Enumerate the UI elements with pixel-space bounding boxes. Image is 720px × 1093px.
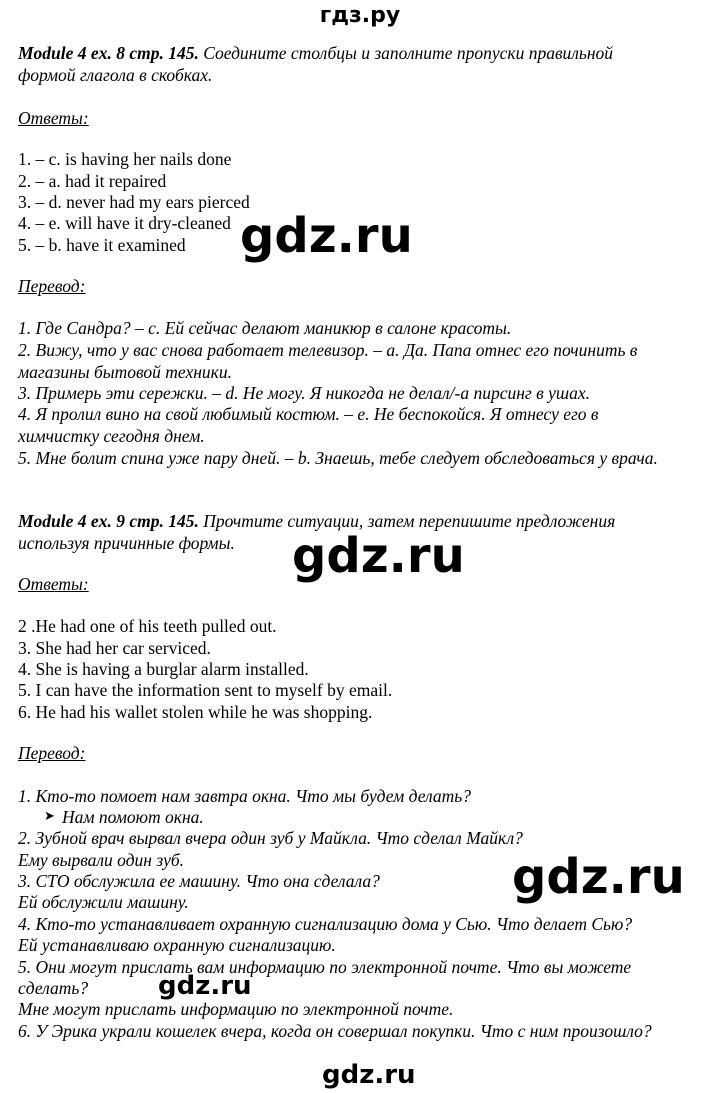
module8-heading-line1 xyxy=(18,42,613,64)
module9-answers-label: Ответы: xyxy=(18,574,89,594)
module9-translation-label: Перевод: xyxy=(18,743,86,763)
module9-translation-line: 2. Зубной врач вырвал вчера один зуб у Майкла. Что сделал Майкл? xyxy=(18,828,523,848)
module9-translation-line: Мне могут прислать информацию по электронной почте. xyxy=(18,999,454,1019)
module9-translation-line: 1. Кто-то помоет нам завтра окна. Что мы будем делать? xyxy=(18,786,471,806)
site-header: гдз.ру xyxy=(319,3,401,28)
watermark: gdz.ru xyxy=(322,1060,416,1090)
module9-task-line2: используя причинные формы. xyxy=(18,533,235,553)
module8-translation-label: Перевод: xyxy=(18,276,86,296)
module9-answer: 4. She is having a burglar alarm installed. xyxy=(18,659,309,679)
module9-translation-line: Ему вырвали один зуб. xyxy=(18,850,185,870)
watermark: gdz.ru xyxy=(240,208,413,264)
module8-task-line2: формой глагола в скобках. xyxy=(18,65,213,85)
module9-translation-line: Ей обслужили машину. xyxy=(18,892,189,912)
module9-translation-line: 6. У Эрика украли кошелек вчера, когда он совершал покупки. Что с ним произошло? xyxy=(18,1021,652,1041)
module9-translation-line: 3. СТО обслужила ее машину. Что она сделала? xyxy=(18,871,380,891)
module9-answer: 6. He had his wallet stolen while he was shopping. xyxy=(18,702,373,722)
module9-translation-line: 5. Они могут прислать вам информацию по электронной почте. Что вы можете xyxy=(18,957,632,977)
module8-answer: 4. – e. will have it dry-cleaned xyxy=(18,213,231,233)
module8-translation-line: химчистку сегодня днем. xyxy=(18,426,205,446)
module8-translation-line: 2. Вижу, что у вас снова работает телевизор. – a. Да. Папа отнес его починить в xyxy=(18,340,638,360)
module9-task-line1: Прочтите ситуации, затем перепишите предложения xyxy=(203,511,616,531)
module8-answer: 3. – d. never had my ears pierced xyxy=(18,192,250,212)
module8-translation-line: 1. Где Сандра? – c. Ей сейчас делают маникюр в салоне красоты. xyxy=(18,318,512,338)
module8-title: Module 4 ex. 8 стр. 145. xyxy=(18,43,199,63)
module8-translation-line: 5. Мне болит спина уже пару дней. – b. Знаешь, тебе следует обследоваться у врача. xyxy=(18,448,658,468)
module8-answers-label: Ответы: xyxy=(18,108,89,128)
watermark: gdz.ru xyxy=(292,528,465,584)
module8-task-line1: Соедините столбцы и заполните пропуски правильной xyxy=(203,43,614,63)
watermark: gdz.ru xyxy=(512,849,685,905)
module8-answer: 5. – b. have it examined xyxy=(18,235,186,255)
module9-translation-line: 4. Кто-то устанавливает охранную сигнализацию дома у Сью. Что делает Сью? xyxy=(18,914,633,934)
module8-translation-line: 3. Примерь эти сережки. – d. Не могу. Я никогда не делал/-а пирсинг в ушах. xyxy=(18,383,590,403)
module9-title: Module 4 ex. 9 стр. 145. xyxy=(18,511,199,531)
module9-answer: 5. I can have the information sent to myself by email. xyxy=(18,680,393,700)
module8-answer: 2. – a. had it repaired xyxy=(18,171,167,191)
module8-translation-line: 4. Я пролил вино на свой любимый костюм. – e. Не беспокойся. Я отнесу его в xyxy=(18,404,599,424)
module9-answer: 2 .He had one of his teeth pulled out. xyxy=(18,616,277,636)
module8-translation-line: магазины бытовой техники. xyxy=(18,362,232,382)
module9-translation-line: Нам помоют окна. xyxy=(62,807,204,827)
module9-translation-line: сделать? xyxy=(18,978,89,998)
module9-answer: 3. She had her car serviced. xyxy=(18,638,211,658)
module8-answer: 1. – c. is having her nails done xyxy=(18,149,232,169)
arrow-bullet-icon: ➤ xyxy=(44,809,55,824)
module9-translation-line: Ей устанавливаю охранную сигнализацию. xyxy=(18,935,336,955)
watermark: gdz.ru xyxy=(158,971,252,1001)
